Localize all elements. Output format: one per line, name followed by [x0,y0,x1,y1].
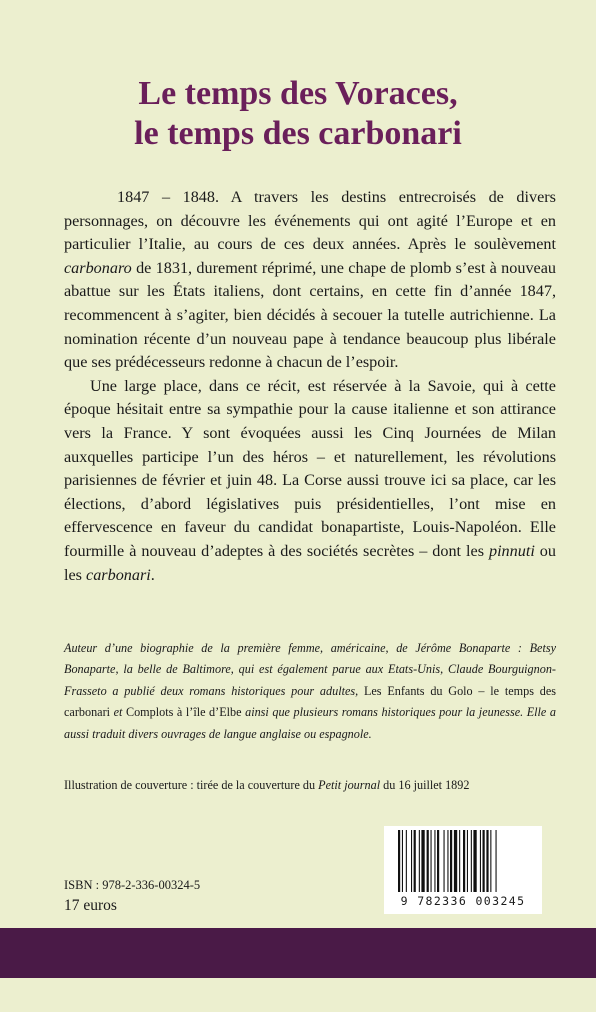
synopsis [64,186,556,587]
barcode-bar [486,830,488,892]
barcode-bar [459,830,460,892]
barcode-bar [414,830,416,892]
barcode-bar [467,830,468,892]
barcode-bar [483,830,485,892]
title-line-2: le temps des carbonari [134,115,462,152]
barcode-bar [450,830,452,892]
synopsis-paragraph-2: Une large place, dans ce récit, est réservée à la Savoie, qui à cette époque hésitait entre sa sympathie pour la cause italienne et son attirance vers la France. Y sont évoquées aussi les Cinq Journées de Milan auxquelles participe l’un des héros – et naturellement, les révolutions parisiennes de février et juin 48. La Corse aussi trouve ici sa place, car les élections, d’abord législatives puis présidentielles, l’ont mise en effervescence en faveur du candidat bonapartiste, Louis-Napoléon. Elle fourmille à nouveau d’adeptes à des sociétés secrètes – dont les pinnuti ou les carbonari. [64,376,556,584]
barcode-bar [419,830,420,892]
barcode-bars [384,826,542,896]
title-line-1: Le temps des Voraces, [138,75,458,112]
barcode-bar [463,830,465,892]
barcode-bar [473,830,476,892]
book-title-1: Les Enfants du Golo – le temps des carbonari [64,683,556,720]
barcode-bar [402,830,403,892]
barcode-bar [471,830,472,892]
barcode-bar [437,830,439,892]
barcode-bar [496,830,497,892]
barcode-bar [398,830,400,892]
book-title-2: Complots à l’île d’Elbe [125,705,242,720]
synopsis-paragraph-1: 1847 – 1848. A travers les destins entrecroisés de divers personnages, on découvre les événements qui ont agité l’Europe et en particulier l’Italie, au cours de ces deux années. Après le soulèvement carbonaro de 1831, durement réprimé, une chape de plomb s’est à nouveau abattue sur les États italiens, dont certains, en cette fin d’année 1847, recommencent à s’agiter, bien décidés à secouer la tutelle autrichienne. La nomination récente d’un nouveau pape à tendance beaucoup plus libérale que ses prédécesseurs redonne à chacun de l’espoir. [64,188,556,372]
author-bio: Auteur d’une biographie de la première femme, américaine, de Jérôme Bonaparte : Betsy Bonaparte, la belle de Baltimore, qui est également parue aux Etats-Unis, Claude Bourguignon-Frasseto a publié deux romans historiques pour adultes, Les Enfants du Golo – le temps des carbonari et Complots à l’île d’Elbe ainsi que plusieurs romans historiques pour la jeunesse. Elle a aussi traduit divers ouvrages de langue anglaise ou espagnole. [64,641,556,741]
illustration-credit: Illustration de couverture : tirée de la couverture du Petit journal du 16 juillet 1892 [64,778,470,792]
barcode-bar [421,830,424,892]
book-title [0,74,596,154]
bottom-color-band [0,928,596,978]
barcode-bar [434,830,435,892]
barcode [384,826,542,914]
barcode-bar [480,830,481,892]
barcode-bar [427,830,429,892]
price-text: 17 euros [64,897,117,914]
barcode-bar [447,830,448,892]
barcode-bar [444,830,445,892]
isbn-text: ISBN : 978-2-336-00324-5 [64,878,201,892]
barcode-bar [431,830,432,892]
barcode-bar [406,830,407,892]
barcode-bar [490,830,491,892]
barcode-bar [411,830,412,892]
barcode-bar [454,830,457,892]
barcode-digits: 9 782336 003245 [400,894,526,908]
